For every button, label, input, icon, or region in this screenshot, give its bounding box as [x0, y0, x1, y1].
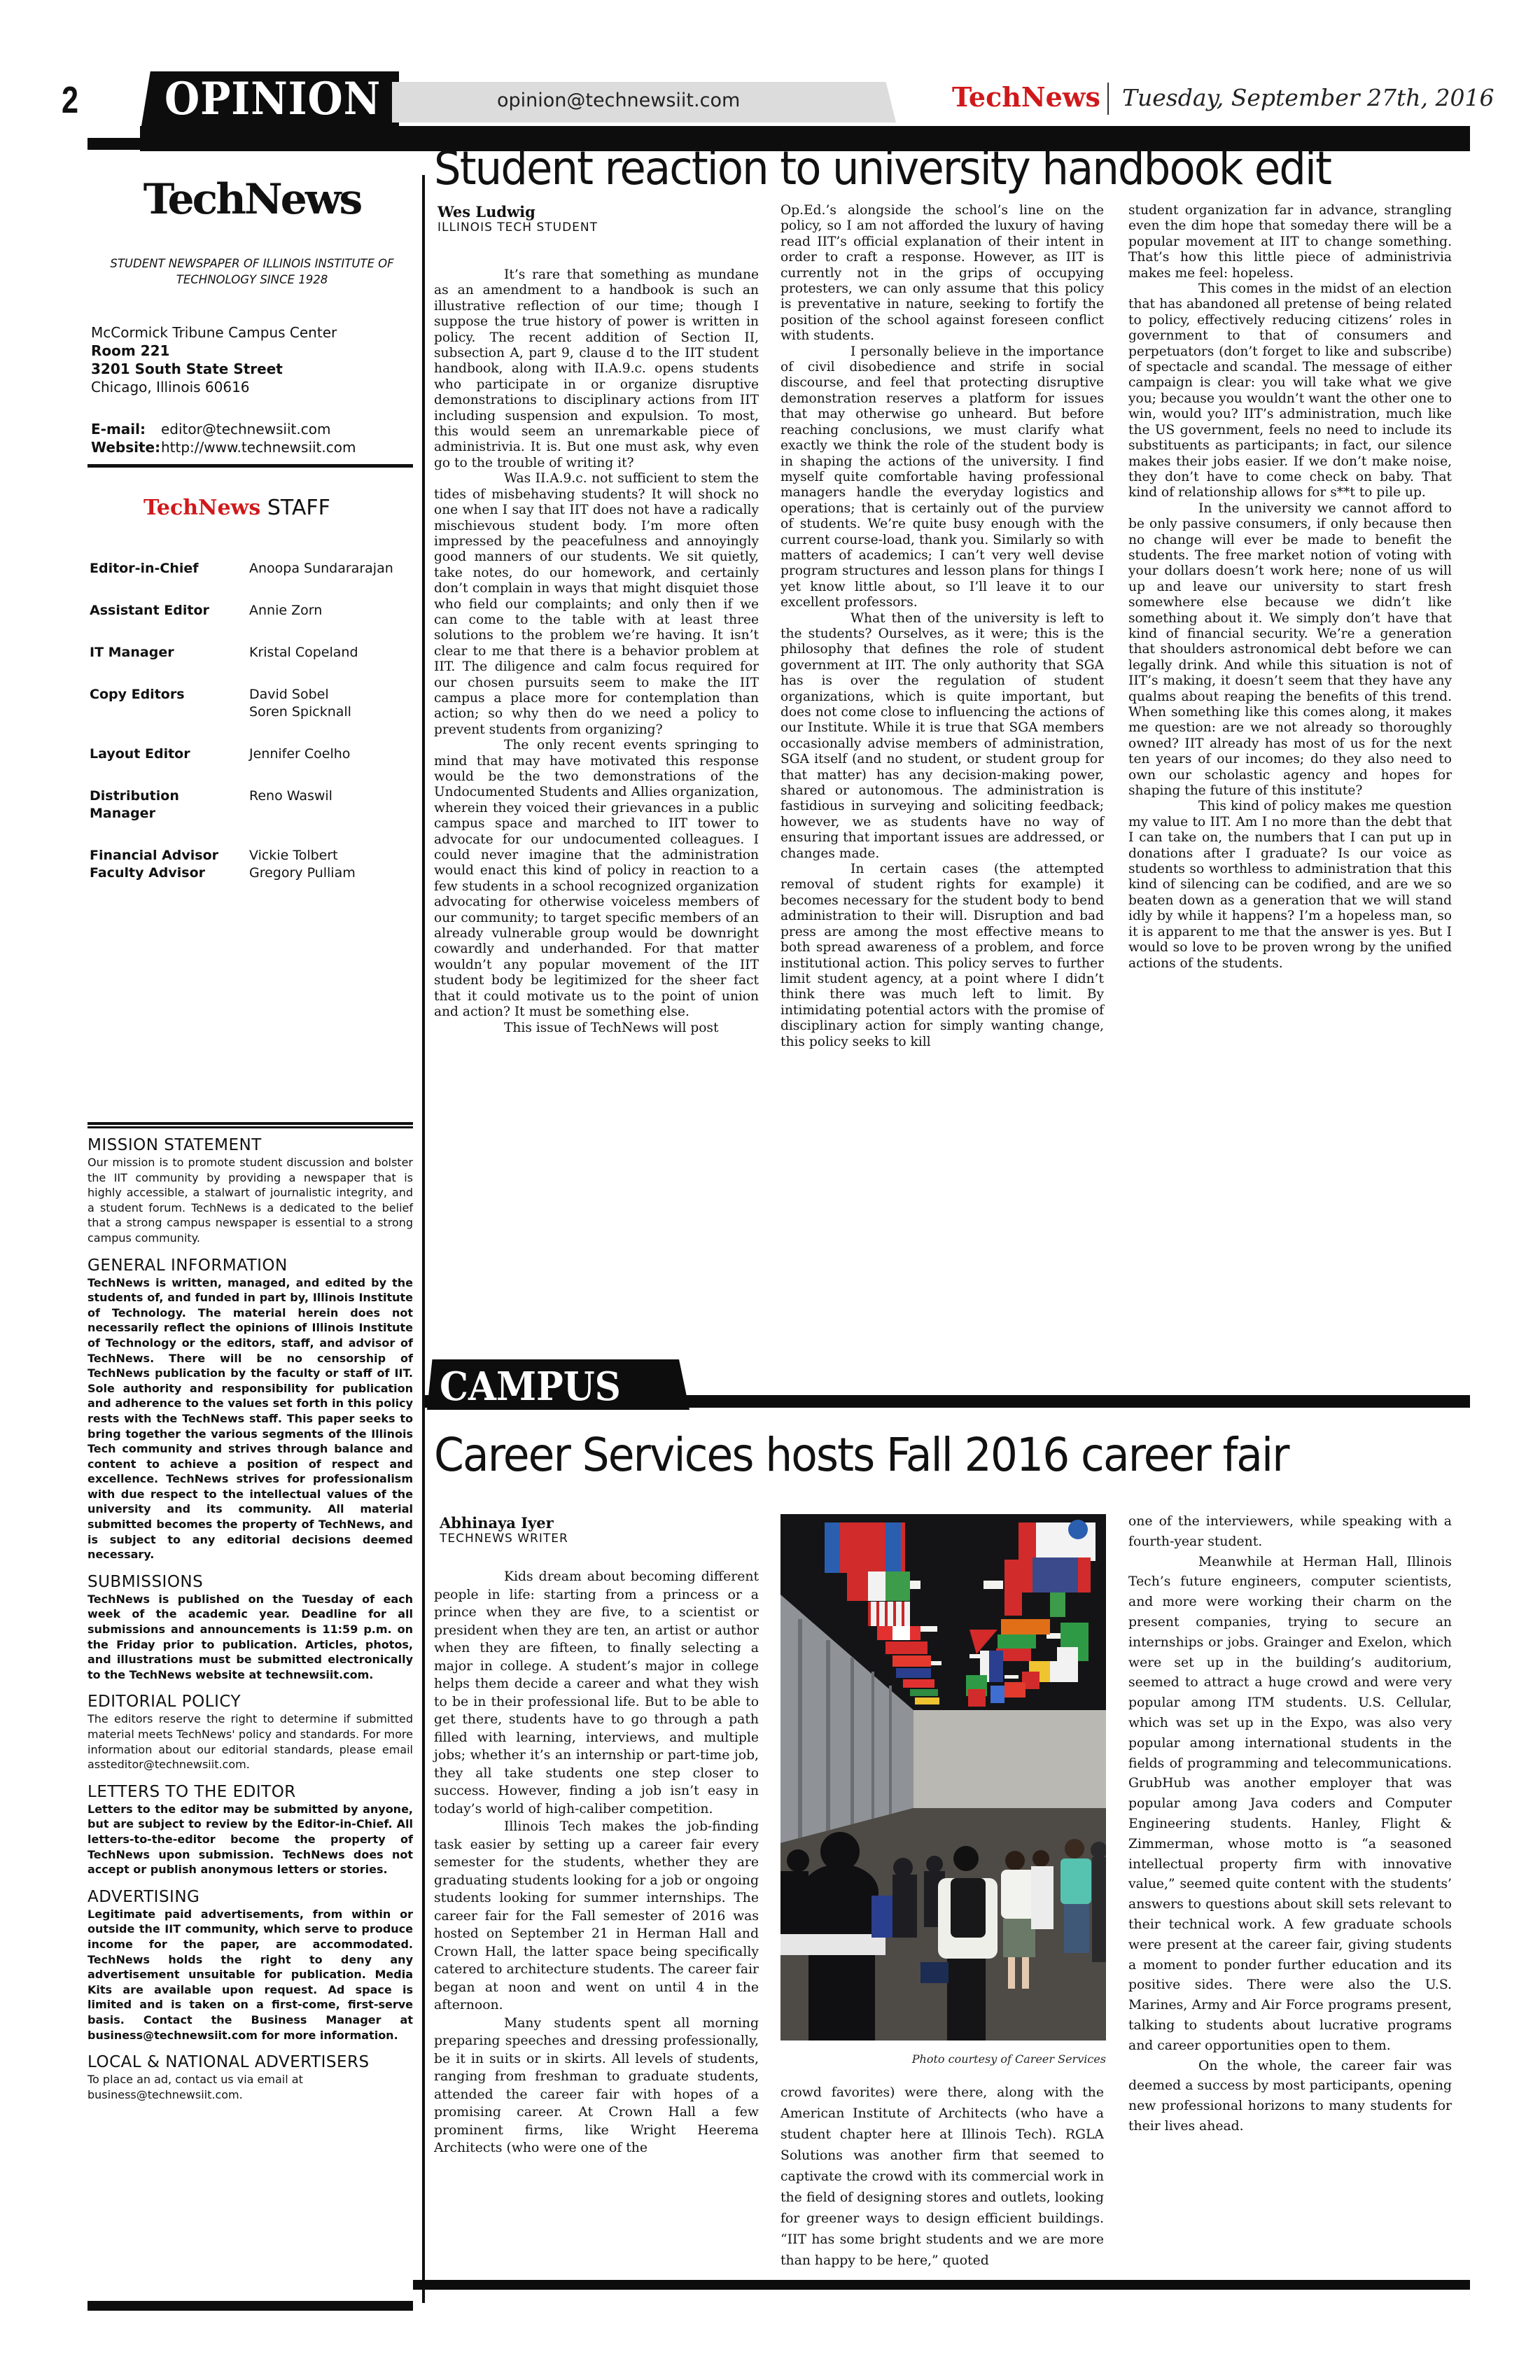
staff-name: David Sobel — [249, 687, 329, 702]
staff-name: Vickie Tolbert — [249, 848, 338, 863]
staff-title-suffix: STAFF — [260, 496, 330, 520]
info-heading: ADVERTISING — [88, 1887, 200, 1906]
staff-name: Anoopa Sundararajan — [249, 561, 393, 576]
staff-row — [90, 788, 419, 822]
staff-role: Assistant Editor — [90, 603, 209, 618]
info-heading: MISSION STATEMENT — [88, 1136, 262, 1154]
opinion-headline: Student reaction to university handbook edit — [434, 141, 1331, 195]
info-heading: GENERAL INFORMATION — [88, 1256, 288, 1275]
website-label: Website: — [91, 439, 161, 456]
author-role: ILLINOIS TECH STUDENT — [438, 220, 598, 234]
section-email[interactable]: opinion@technewsiit.com — [497, 90, 741, 111]
address-line: 3201 South State Street — [91, 360, 283, 377]
paragraph: Op.Ed.’s alongside the school’s line on the policy, so I am not afforded the luxury of having read IIT’s official explanation of their intent in order to craft a response. However, as IIT is currently not in the grips of occupying protesters, we can only assume that this policy is preventative in nature, seeking to fortify the position of the school against foreseen conflict with students. — [780, 203, 1104, 344]
footer-rule — [413, 2280, 1470, 2290]
paragraph: In certain cases (the attempted removal of student rights for example) it becomes necessary for the student body to bend administration to their will. Disruption and bad press are among the most effective means to both spread awareness of a problem, and force institutional action. This policy serves to further limit student agency, at a point where I didn’t think there was much left to limit. By intimidating potential actors with the promise of disciplinary action for simply wanting change, this policy seeks to kill — [780, 862, 1104, 1049]
opinion-column-2 — [780, 203, 1104, 1050]
info-text: The editors reserve the right to determine if submitted material meets TechNews' policy and standards. For more information about our editorial standards, please email assteditor@technewsiit.com. — [88, 1712, 413, 1772]
staff-role: Distribution Manager — [90, 788, 179, 821]
staff-name: Gregory Pulliam — [249, 865, 356, 881]
info-text: Legitimate paid advertisements, from within or outside the IIT community, which serve to produce income for the paper, are accommodated. TechNews holds the right to deny any advertisement unsuitable for publication. Media Kits are available upon request. Ad space is limited and is taken on a first-come, first-serve basis. Contact the Business Manager at business@technewsiit.com for more information. — [88, 1907, 413, 2042]
staff-role: Editor-in-Chief — [90, 561, 199, 576]
info-rule — [88, 1122, 413, 1125]
opinion-column-3 — [1128, 203, 1452, 972]
masthead-divider — [1107, 83, 1109, 115]
photo-caption: Photo courtesy of Career Services — [911, 2052, 1106, 2066]
author-name: Abhinaya Iyer — [440, 1514, 554, 1532]
staff-title-brand: TechNews — [144, 496, 261, 520]
email-link[interactable]: editor@technewsiit.com — [161, 421, 331, 438]
sidebar-bottom-rule — [88, 2301, 413, 2311]
sidebar-info — [88, 1135, 413, 2102]
column-divider — [422, 175, 425, 2303]
campus-column-2 — [780, 2082, 1104, 2272]
opinion-column-1 — [434, 267, 759, 1036]
staff-row — [90, 864, 419, 882]
staff-name: Jennifer Coelho — [249, 746, 351, 762]
staff-name: Kristal Copeland — [249, 645, 358, 660]
sidebar-tagline: STUDENT NEWSPAPER OF ILLINOIS INSTITUTE OF TECHNOLOGY SINCE 1928 — [110, 257, 394, 286]
author-role: TECHNEWS WRITER — [440, 1532, 568, 1546]
info-text: Letters to the editor may be submitted by anyone, but are subject to review by the Editor-in-Chief. All letters-to-the-editor become the property of TechNews upon submission. TechNews does not accept or publish anonymous letters or stories. — [88, 1802, 413, 1877]
paragraph: It’s rare that something as mundane as an amendment to a handbook is such an illustrative reflection of our time; though I suppose the true history of power is written in policy. The recent addition of Section II, subsection A, part 9, clause d to the IIT student handbook, along with II.A.9.c. opens students who participate in or organize disruptive demonstrations to disciplinary actions from IIT including suspension and expulsion. To most, this would seem an unremarkable piece of administrivia. It is. But one must ask, why even go to the trouble of writing it? — [434, 267, 759, 470]
info-text: TechNews is published on the Tuesday of each week of the academic year. Deadline for all submissions and announcements is 11:59 p.m. on the Friday prior to publication. Articles, photos, and illustrations must be submitted electronically to the TechNews website at technewsiit.com. — [88, 1592, 413, 1681]
photo-illustration — [780, 1514, 1106, 2040]
paragraph: The only recent events springing to mind that may have motivated this response would be the two demonstrations of the Undocumented Students and Allies organization, wherein they voiced their grievances in a public campus space and marched to IIT tower to advocate for our undocumented colleagues. I could never imagine that the administration would enact this kind of policy in reaction to a few students in a school recognized organization advocating for otherwise voiceless members of our community; to target specific members of an already vulnerable group would be downright cowardly and underhanded. For that matter wouldn’t any popular movement of the IIT student body be legitimized for the sheer fact that it could motivate us to the point of union and action? It must be something else. — [434, 738, 759, 1020]
paragraph: Kids dream about becoming different people in life: starting from a princess or a prince when they are five, to a scientist or president when they are ten, an artist or author when they are fifteen, to finally selecting a major in college. A student’s major in college helps them decide a career and what they wish to be in their professional life. But to be able to get there, students have to go through a path filled with learning, interviews, and multiple jobs; whether it’s an internship or part-time job, they all take students one step closer to success. However, finding a job isn’t easy in today’s world of high-caliber competition. — [434, 1569, 759, 1816]
info-heading: EDITORIAL POLICY — [88, 1693, 241, 1712]
paragraph: On the whole, the career fair was deemed a success by most participants, opening new professional horizons to many students for their lives ahead. — [1128, 2058, 1452, 2134]
staff-row — [90, 847, 419, 864]
staff-row — [90, 644, 419, 662]
section-label-campus: CAMPUS — [440, 1364, 621, 1410]
author-name: Wes Ludwig — [438, 203, 536, 220]
career-fair-photo — [780, 1514, 1106, 2040]
paragraph: Illinois Tech makes the job-finding task easier by setting up a career fair every semester for the students, whether they are graduating students looking for a job or ongoing students looking for summer internships. The career fair for the Fall semester of 2016 was hosted on September 21 in Herman Hall and Crown Hall, the latter space being specifically catered to architecture students. The career fair began at noon and went on until 4 in the afternoon. — [434, 1819, 759, 2012]
campus-headline: Career Services hosts Fall 2016 career fair — [434, 1428, 1289, 1482]
staff-row — [90, 560, 419, 578]
issue-date: Tuesday, September 27th, 2016 — [1122, 84, 1494, 111]
paragraph: Meanwhile at Herman Hall, Illinois Tech’s future engineers, computer scientists, and more were working their charm on the present companies, trying to secure an internships or jobs. Grainger and Exelon, which were set up in the building’s auditorium, seemed to attract a huge crowd and were very popular among ITM students. U.S. Cellular, which was set up in the Expo, was also very popular among international students in the fields of programming and telecommunications. GrubHub was another employer that was popular among Java coders and Computer Engineering students. Hanley, Flight & Zimmerman, whose motto is “a seasoned intellectual property firm with innovative value,” seemed quite content with the students’ answers to questions about skill sets relevant to their technical work. A few graduate schools were present at the career fair, giving students a moment to ponder further education and its positive sides. There were also the U.S. Marines, Army and Air Force programs present, talking to students about lucrative programs and career opportunities open to them. — [1128, 1554, 1452, 2053]
paragraph: crowd favorites) were there, along with the American Institute of Architects (who have a student chapter here at Illinois Tech). RGLA Solutions was another firm that seemed to captivate the crowd with its commercial work in the field of designing stores and outlets, looking for greener ways to design efficient buildings. “IIT has some bright students and we are more than happy to be here,” quoted — [780, 2085, 1104, 2268]
sidebar-logo: TechNews — [143, 175, 361, 224]
masthead-brand: TechNews — [952, 81, 1100, 113]
staff-row — [90, 746, 419, 763]
info-rule — [88, 1126, 413, 1128]
section-label-opinion: OPINION — [164, 73, 382, 125]
paragraph: Was II.A.9.c. not sufficient to stem the tides of misbehaving students? It will shock no one when I say that IIT does not have a radically mischievous student body. I’m more often impressed by the peacefulness and annoyingly good manners of our students. We sit quietly, take notes, do our homework, and certainly don’t complain in ways that might disquiet those who field our complaints; and only then if we can come to the table with at least three solutions to the problem we’re having. It isn’t clear to me that there is a behavior problem at IIT. The diligence and calm focus required for our chosen pursuits seem to make the IIT campus a place more for contemplation than action; so why then do we need a policy to prevent students from organizing? — [434, 471, 759, 737]
staff-role: IT Manager — [90, 645, 174, 660]
sidebar-contact — [91, 420, 413, 456]
info-heading: LETTERS TO THE EDITOR — [88, 1782, 296, 1801]
sidebar-top-rule — [88, 138, 413, 150]
staff-name: Reno Waswil — [249, 788, 332, 804]
sidebar-rule — [88, 464, 413, 468]
staff-role: Financial Advisor — [90, 848, 219, 863]
paragraph: In the university we cannot afford to be only passive consumers, if only because then no change will ever be made to benefit the students. The free market notion of voting with your dollars doesn’t work here; none of us will up and leave our university to start fresh somewhere else because we didn’t like something about it. We simply don’t have that kind of financial security. We’re a generation that shoulders astronomical debt before we can legally drink. And while this situation is not of IIT’s making, it doesn’t seem that they have any qualms about reaping the benefits of this trend. When something like this comes along, it makes me question: are we not already so thoroughly owned? IIT already has most of us for the next ten years of our incomes; do they also need to own our scholastic agency and hopes for shaping the future of this institute? — [1128, 500, 1452, 799]
info-text: Our mission is to promote student discussion and bolster the IIT community by providing a newspaper that is highly accessible, a stalwart of journalistic integrity, and a student forum. TechNews is a dedicated to the belief that a strong campus newspaper is essential to a strong campus community. — [88, 1156, 413, 1245]
staff-role: Faculty Advisor — [90, 865, 206, 881]
staff-name: Annie Zorn — [249, 603, 323, 618]
opinion-byline — [438, 203, 598, 234]
website-link[interactable]: http://www.technewsiit.com — [161, 439, 356, 456]
paragraph: This issue of TechNews will post — [504, 1020, 719, 1035]
info-text: To place an ad, contact us via email at business@technewsiit.com. — [88, 2073, 303, 2101]
info-heading: LOCAL & NATIONAL ADVERTISERS — [88, 2053, 370, 2072]
paragraph: Many students spent all morning preparing speeches and dressing professionally, be it in suits or in skirts. All levels of students, ranging from freshman to graduate students, attended the career fair with hopes of a promising career. At Crown Hall a few prominent firms, like Wright Heerema Architects (who were one of the — [434, 2015, 759, 2155]
address-line: Chicago, Illinois 60616 — [91, 379, 250, 396]
sidebar-address — [91, 323, 413, 396]
email-label: E-mail: — [91, 421, 146, 438]
staff-name: Soren Spicknall — [249, 704, 351, 720]
paragraph: This kind of policy makes me question my value to IIT. Am I no more than the debt that I can take on, the numbers that I can put up in donations after I graduate? Is our voice as students so worthless to administration that this kind of silencing can be codified, and are we so beaten down as a generation that we will stand idly by while it happens? I’m a hopeless man, so it is apparent to me that the answer is yes. But I would so love to be proven wrong by the unified actions of the students. — [1128, 799, 1452, 971]
paragraph: This comes in the midst of an election that has abandoned all pretense of being related to policy, effectively reducing citizens’ roles in government to that of consumers and perpetuators (don’t forget to like and subscribe) of spectacle and scandal. The message of either campaign is clear: you will take what we give you; because you wouldn’t want the other one to win, would you? IIT’s administration, much like the US government, feels no need to include its substituents as participants; in fact, our silence makes their jobs easier. If we don’t make noise, they don’t have to come check on baby. That kind of relationship allows for s**t to pile up. — [1128, 281, 1452, 500]
page-number: 2 — [62, 79, 79, 121]
staff-role: Copy Editors — [90, 687, 185, 702]
info-text: TechNews is written, managed, and edited by the students of, and funded in part by, Illinois Institute of Technology. The material herein does not necessarily reflect the opinions of Illinois Institute of Technology or the editors, staff, and advisor of TechNews. There will be no censorship of TechNews publication by the faculty or staff of IIT. Sole authority and responsibility for publication and adherence to the values set forth in this policy rests with the TechNews staff. This paper seeks to bring together the various segments of the Illinois Tech community and strives through balance and content to achieve a position of respect and excellence. TechNews strives for professionalism with due respect to the intellectual values of the university and its community. All material submitted becomes the property of TechNews, and is subject to any editorial decisions deemed necessary. — [88, 1275, 413, 1562]
address-line: Room 221 — [91, 342, 170, 359]
staff-title — [144, 496, 330, 520]
staff-row — [90, 686, 419, 721]
staff-list — [90, 560, 419, 882]
campus-byline — [440, 1514, 568, 1546]
info-heading: SUBMISSIONS — [88, 1572, 204, 1591]
paragraph: I personally believe in the importance of civil disobedience and strife in social discourse, and feel that protecting disruptive demonstration reserves a platform for issues that may otherwise go unheard. But before reaching conclusions, we must clarify what exactly we think the role of the student body is in shaping the actions of the university. I find myself quite comfortable having professional managers handle the everyday logistics and operations; that is certainly out of the purview of students. We’re quite busy enough with the current course-load, thank you. Similarly so with matters of academics; I can’t very well devise program structures and lesson plans for things I yet know little about, so I’ll leave it to our excellent professors. — [780, 344, 1104, 610]
staff-role: Layout Editor — [90, 746, 190, 762]
campus-column-3 — [1128, 1512, 1452, 2137]
paragraph: one of the interviewers, while speaking with a fourth-year student. — [1128, 1514, 1452, 1549]
address-line: McCormick Tribune Campus Center — [91, 324, 337, 341]
staff-row — [90, 602, 419, 620]
campus-column-1 — [434, 1568, 759, 2157]
paragraph: What then of the university is left to the students? Ourselves, as it were; this is the philosophy that defines the role of student government at IIT. The only authority that SGA has is over the regulation of student organizations, which is quite important, but does not come close to influencing the actions of our Institute. While it is true that SGA members occasionally advise members of administration, SGA itself (and no student, or student group for that matter) has any decision-making power, shared or autonomous. The administration is fastidious in surveying and soliciting feedback; however, we as students have no way of ensuring that important issues are addressed, or changes made. — [780, 610, 1104, 861]
paragraph: student organization far in advance, strangling even the dim hope that someday there will be a popular movement at IIT to change something. That’s how this little piece of administrivia makes me feel: hopeless. — [1128, 203, 1452, 281]
